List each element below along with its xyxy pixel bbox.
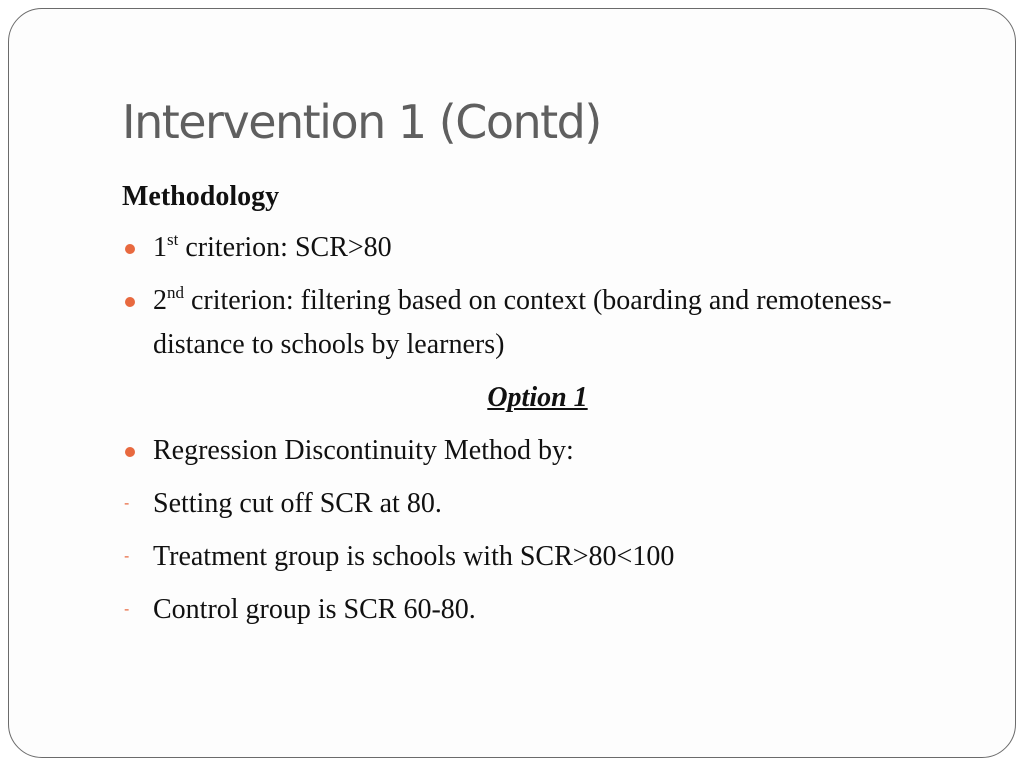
bullet-item-criterion-2 <box>122 279 922 367</box>
criterion-ordinal: nd <box>167 282 184 302</box>
dash-item-treatment <box>122 535 922 579</box>
dash-item-control <box>122 588 922 632</box>
bullet-item-criterion-1 <box>122 226 922 270</box>
slide-frame <box>8 8 1016 758</box>
criterion-text: criterion: filtering based on context (boarding and remoteness- distance to schools by learners) <box>153 285 892 360</box>
criterion-number: 1 <box>153 232 167 263</box>
dot-bullet-icon <box>125 447 135 457</box>
criterion-number: 2 <box>153 285 167 316</box>
dash-bullet-icon: - <box>124 548 130 565</box>
dash-item-text: Treatment group is schools with SCR>80<100 <box>153 541 675 572</box>
section-heading: Methodology <box>122 181 280 212</box>
slide-body <box>122 177 922 632</box>
criterion-text: criterion: SCR>80 <box>178 232 392 263</box>
criterion-ordinal: st <box>167 229 179 249</box>
option-label: Option 1 <box>487 382 588 413</box>
bullet-item-method <box>122 429 922 473</box>
dash-bullet-icon: - <box>124 601 130 618</box>
method-text: Regression Discontinuity Method by: <box>153 435 574 466</box>
dash-bullet-icon: - <box>124 495 130 512</box>
dot-bullet-icon <box>125 244 135 254</box>
dash-item-text: Setting cut off SCR at 80. <box>153 488 442 519</box>
dash-item-cutoff <box>122 482 922 526</box>
dash-item-text: Control group is SCR 60-80. <box>153 594 476 625</box>
slide-title: Intervention 1 (Contd) <box>122 95 601 149</box>
dot-bullet-icon <box>125 297 135 307</box>
